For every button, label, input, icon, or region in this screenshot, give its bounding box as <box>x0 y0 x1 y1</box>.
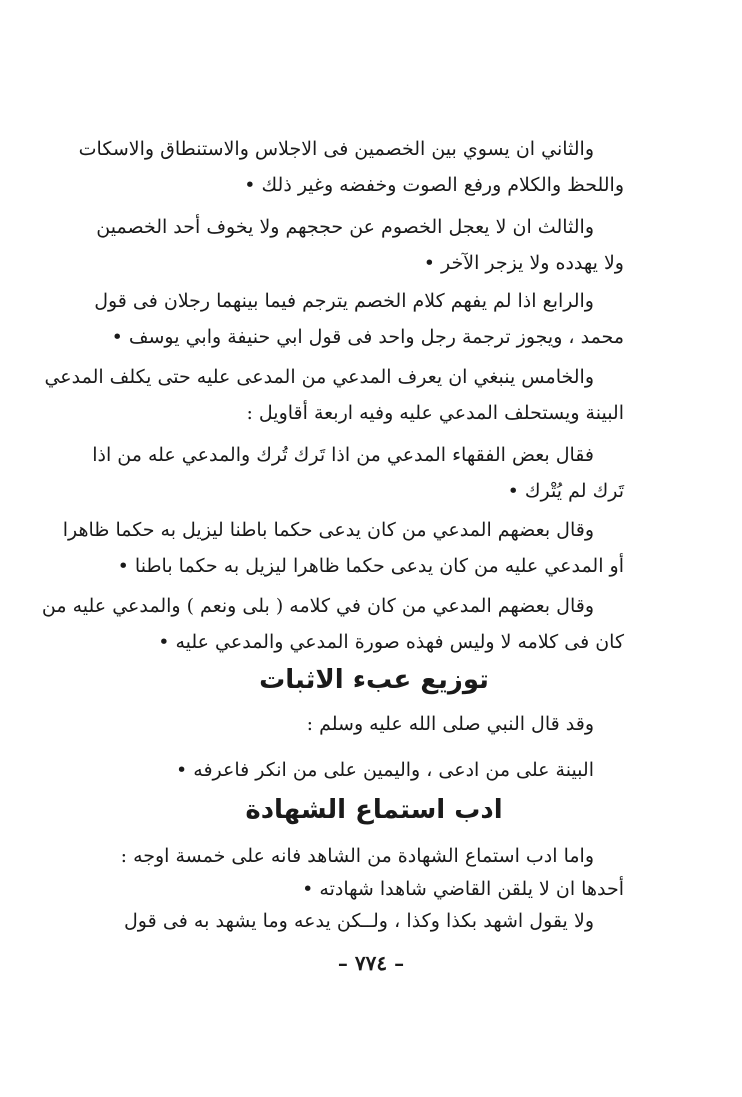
hadith-intro: وقد قال النبي صلى الله عليه وسلم : <box>306 713 594 735</box>
text-line: وقال بعضهم المدعي من كان في كلامه ( بلى ونعم ) والمدعي عليه من <box>41 595 594 617</box>
paragraph-third-opinion <box>41 588 624 660</box>
paragraph-third-rule <box>96 209 624 281</box>
text-line: ولا يهدده ولا يزجر الآخر • <box>423 252 624 274</box>
paragraph-fifth-rule <box>44 359 624 431</box>
paragraph-second-rule <box>78 131 624 203</box>
text-line: واللحظ والكلام ورفع الصوت وخفضه وغير ذلك • <box>244 174 624 196</box>
text-line: فقال بعض الفقهاء المدعي من اذا تَرك تُرك والمدعي عله من اذا <box>92 444 594 466</box>
text-line: والثالث ان لا يعجل الخصوم عن حججهم ولا يخوف أحد الخصمين <box>96 216 594 238</box>
text-line: أحدها ان لا يلقن القاضي شاهدا شهادته • <box>302 878 624 900</box>
text-line: كان فى كلامه لا وليس فهذه صورة المدعي والمدعي عليه • <box>158 631 624 653</box>
text-line: والخامس ينبغي ان يعرف المدعي من المدعى عليه حتى يكلف المدعي <box>44 366 594 388</box>
text-line: ولا يقول اشهد بكذا وكذا ، ولــكن يدعه وما يشهد به فى قول <box>124 910 594 932</box>
text-line: محمد ، ويجوز ترجمة رجل واحد فى قول ابي حنيفة وابي يوسف • <box>111 326 624 348</box>
paragraph-first-opinion <box>92 437 624 509</box>
text-line: وقال بعضهم المدعي من كان يدعى حكما باطنا ليزيل به حكما ظاهرا <box>62 519 594 541</box>
text-line: البينة ويستحلف المدعي عليه وفيه اربعة أقاويل : <box>246 402 624 424</box>
section-heading-burden-of-proof: توزيع عبء الاثبات <box>259 665 489 695</box>
text-line: تَرك لم يُتْرك • <box>507 480 624 502</box>
page-number: – ٧٧٤ – <box>337 951 405 975</box>
paragraph-fourth-rule <box>94 283 624 355</box>
paragraph-second-opinion <box>62 512 624 584</box>
text-line: والرابع اذا لم يفهم كلام الخصم يترجم فيما بينهما رجلان فى قول <box>94 290 594 312</box>
hadith-text: البينة على من ادعى ، واليمين على من انكر فاعرفه • <box>176 759 594 781</box>
text-line: أو المدعي عليه من كان يدعى حكما ظاهرا ليزيل به حكما باطنا • <box>117 555 624 577</box>
section-heading-hearing-testimony: ادب استماع الشهادة <box>245 795 503 825</box>
text-line: واما ادب استماع الشهادة من الشاهد فانه على خمسة اوجه : <box>120 845 594 867</box>
text-line: والثاني ان يسوي بين الخصمين فى الاجلاس والاستنطاق والاسكات <box>78 138 594 160</box>
